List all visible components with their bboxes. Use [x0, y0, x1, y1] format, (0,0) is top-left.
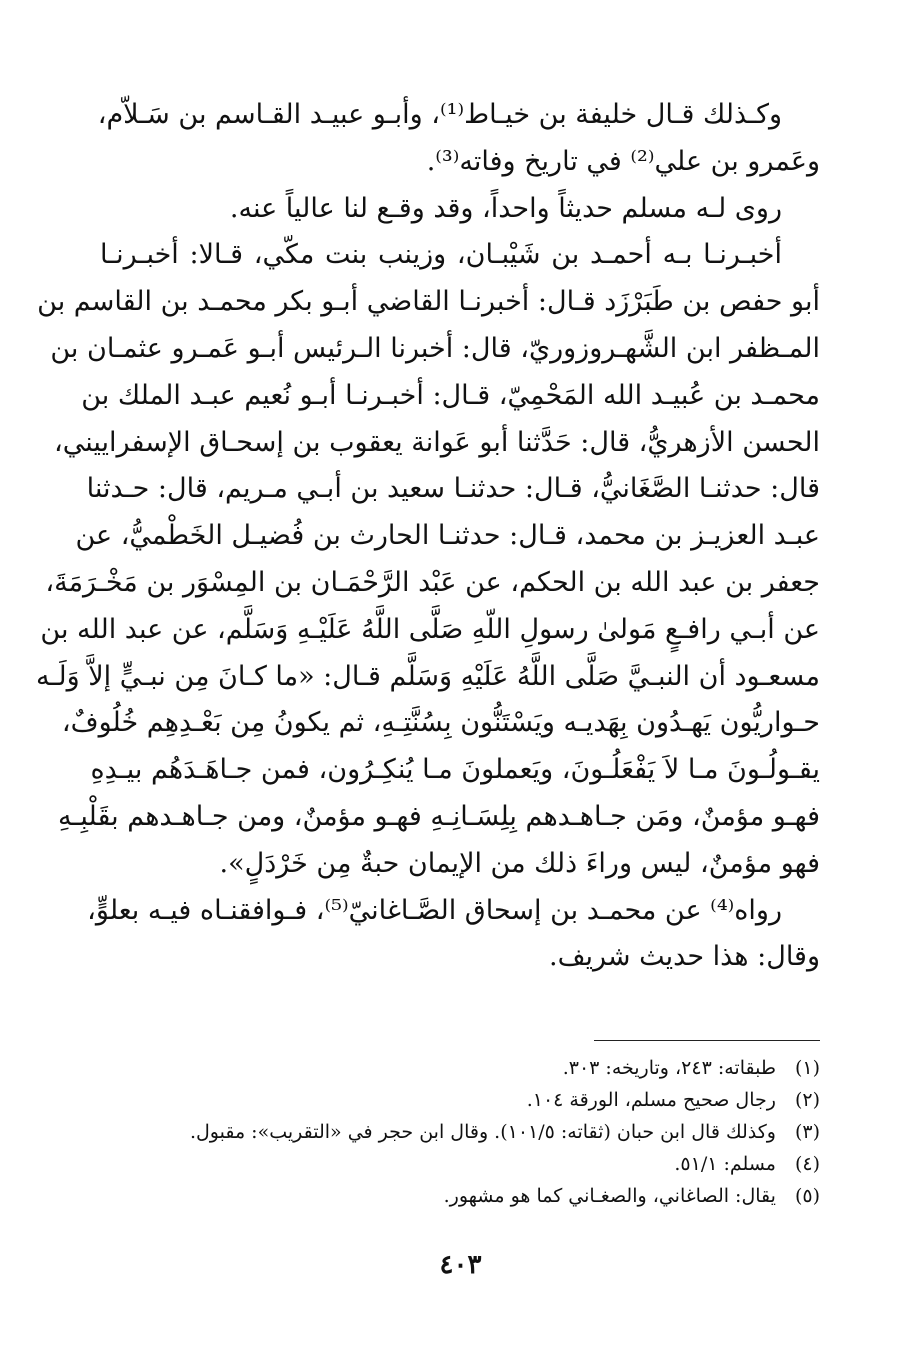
text-line: روى لـه مسلم حديثاً واحداً، وقد وقـع لنا عالياً عنه.	[229, 192, 782, 224]
text-line: حـواريُّون يَهـدُون بِهَديـه ويَسْتَنُّون بِسُنَّتِـهِ، ثم يكونُ مِن بَعْـدِهِم خُلُوفٌ،	[61, 707, 820, 739]
footnote-2	[130, 1084, 820, 1116]
text-line: عن أبـي رافـعٍ مَولىٰ رسولِ اللّهِ صَلَّى اللَّهُ عَلَيْـهِ وَسَلَّم، عن عبد الله بن	[40, 613, 820, 645]
text-line: فهـو مؤمنٌ، ومَن جـاهـدهم بِلِسَـانِـهِ فهـو مؤمنٌ، ومن جـاهـدهم بقَلْبِـهِ	[58, 800, 820, 832]
text-line: عبـد العزيـز بن محمد، قـال: حدثنـا الحارث بن فُضيـل الخَطْميُّ، عن	[75, 520, 820, 552]
footnote-text: يقال: الصاغاني، والصغـاني كما هو مشهور.	[443, 1185, 776, 1207]
footnote-text: مسلم: ٥١/١.	[674, 1153, 776, 1175]
footnote-4	[130, 1148, 820, 1180]
footnote-text: رجال صحيح مسلم، الورقة ١٠٤.	[526, 1089, 776, 1111]
text-line: يقـولُـونَ مـا لاَ يَفْعَلُـونَ، ويَعملونَ مـا يُنكِـرُون، فمن جـاهَـدَهُم بيـدِهِ	[90, 754, 820, 786]
text-line: قال: حدثنـا الصَّغَانيُّ، قـال: حدثنـا سعيد بن أبـي مـريم، قال: حـدثنا	[86, 473, 820, 505]
footnote-text: وكذلك قال ابن حبان (ثقاته: ١٠١/٥). وقال ابن حجر في «التقريب»: مقبول.	[189, 1121, 776, 1143]
text-line: مسعـود أن النبـيَّ صَلَّى اللَّهُ عَلَيْهِ وَسَلَّم قـال: «ما كـانَ مِن نبـيٍّ إلاَّ وَلَـه	[36, 660, 820, 692]
text-line: الحسن الأزهريُّ، قال: حَدَّثنا أبو عَوانة يعقوب بن إسحـاق الإسفراييني،	[54, 426, 820, 458]
footnote-text: طبقاته: ٢٤٣، وتاريخه: ٣٠٣.	[562, 1057, 776, 1079]
page-number: ٤٠٣	[439, 1250, 482, 1280]
text-line: وكـذلك قـال خليفة بن خيـاط⁽¹⁾، وأبـو عبيـد القـاسم بن سَـلاّم،	[97, 99, 782, 130]
text-line: أخبـرنـا بـه أحمـد بن شَيْبـان، وزينب بنت مكّي، قـالا: أخبـرنـا	[100, 239, 782, 271]
footnote-number: (٥)	[794, 1185, 820, 1207]
footnote-5	[130, 1180, 820, 1212]
body-paragraphs	[36, 92, 820, 981]
footnote-number: (٤)	[794, 1153, 820, 1175]
footnote-separator	[594, 1040, 820, 1041]
text-line: أبو حفص بن طَبَرْزَد قـال: أخبرنـا القاضي أبـو بكر محمـد بن القاسم بن	[37, 286, 820, 318]
main-text-block	[36, 92, 820, 981]
text-line: فهو مؤمنٌ، ليس وراءَ ذلك من الإيمان حبةٌ مِن خَرْدَلٍ».	[219, 847, 820, 879]
text-line: وعَمرو بن علي⁽²⁾ في تاريخ وفاته⁽³⁾.	[426, 145, 820, 177]
footnote-number: (٢)	[794, 1089, 820, 1111]
text-line: وقال: هذا حديث شريف.	[548, 941, 820, 973]
footnotes	[130, 1052, 820, 1212]
text-line: محمـد بن عُبيـد الله المَحْمِيّ، قـال: أخبـرنـا أبـو نُعيم عبـد الملك بن	[81, 379, 820, 411]
footnote-number: (١)	[794, 1057, 820, 1079]
text-line: رواه⁽⁴⁾ عن محمـد بن إسحاق الصَّـاغانيّ⁽⁵⁾، فـوافقنـاه فيـه بعلوٍّ،	[87, 894, 782, 926]
footnote-number: (٣)	[794, 1121, 820, 1143]
text-line: المـظفر ابن الشَّهـروزوريّ، قال: أخبرنا الـرئيس أبـو عَمـرو عثمـان بن	[50, 332, 820, 364]
text-line: جعفر بن عبد الله بن الحكم، عن عَبْد الرَّحْمَـان بن المِسْوَر بن مَخْـرَمَةَ،	[45, 566, 820, 598]
footnote-1	[130, 1052, 820, 1084]
footnote-3	[130, 1116, 820, 1148]
